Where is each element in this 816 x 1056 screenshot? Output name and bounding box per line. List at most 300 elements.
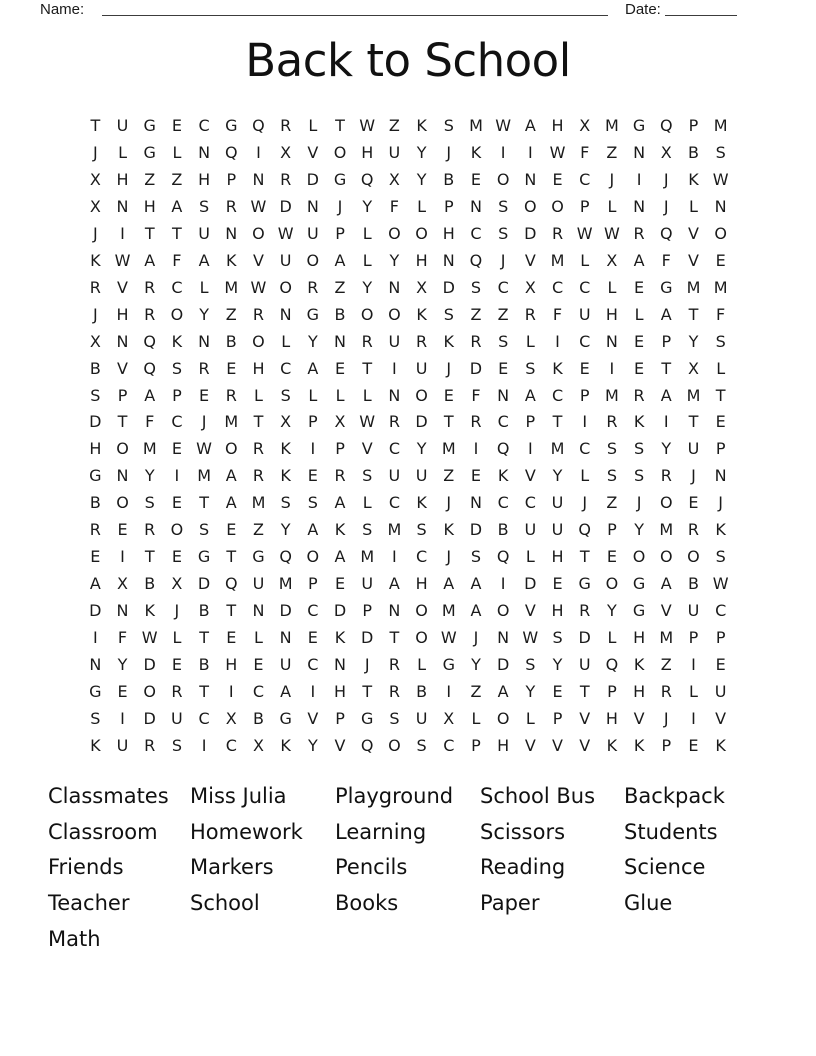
grid-letter-r9c18: I (555, 331, 560, 351)
grid-letter-r2c8: X (280, 142, 292, 162)
grid-letter-r15c13: K (416, 493, 427, 513)
grid-letter-r1c11: W (359, 115, 376, 135)
grid-letter-r23c6: X (225, 708, 237, 728)
grid-letter-r24c11: Q (360, 735, 374, 755)
grid-letter-r21c12: R (388, 655, 400, 675)
grid-letter-r16c12: M (387, 520, 402, 540)
grid-letter-r18c14: A (443, 574, 455, 594)
grid-letter-r10c7: H (252, 358, 265, 378)
grid-letter-r15c24: J (718, 493, 724, 513)
grid-letter-r11c23: M (686, 385, 701, 405)
word-list-item: Science (624, 855, 706, 880)
grid-letter-r11c18: C (551, 385, 564, 405)
grid-letter-r23c18: P (552, 708, 563, 728)
grid-letter-r3c24: W (712, 169, 729, 189)
grid-letter-r2c21: N (633, 142, 646, 162)
grid-letter-r12c17: P (525, 412, 536, 432)
grid-letter-r22c21: H (633, 681, 646, 701)
grid-letter-r24c3: R (144, 735, 156, 755)
grid-letter-r13c13: Y (416, 439, 427, 459)
grid-letter-r14c9: E (307, 466, 318, 486)
grid-letter-r10c22: T (661, 358, 672, 378)
grid-letter-r10c20: I (609, 358, 615, 378)
grid-letter-r10c10: E (334, 358, 346, 378)
grid-letter-r18c1: A (89, 574, 101, 594)
grid-letter-r6c15: Q (469, 250, 483, 270)
grid-letter-r12c24: E (715, 412, 726, 432)
grid-letter-r18c4: X (171, 574, 183, 594)
grid-letter-r11c8: S (280, 385, 291, 405)
grid-letter-r12c20: R (606, 412, 618, 432)
grid-letter-r20c15: J (473, 628, 479, 648)
grid-letter-r6c18: M (550, 250, 565, 270)
grid-letter-r3c4: Z (171, 169, 183, 189)
grid-letter-r16c2: E (117, 520, 128, 540)
grid-letter-r10c11: T (362, 358, 373, 378)
grid-letter-r4c1: X (89, 196, 101, 216)
grid-letter-r8c21: L (634, 304, 644, 324)
grid-letter-r17c12: I (392, 547, 397, 567)
grid-letter-r12c8: X (280, 412, 292, 432)
grid-letter-r2c7: I (256, 142, 261, 162)
word-list-column-4 (480, 779, 624, 922)
grid-letter-r20c9: E (307, 628, 318, 648)
grid-letter-r22c18: E (552, 681, 563, 701)
grid-letter-r2c15: K (470, 142, 482, 162)
grid-letter-r21c22: Z (660, 655, 672, 675)
grid-letter-r16c11: S (362, 520, 373, 540)
grid-letter-r18c13: H (415, 574, 428, 594)
grid-letter-r2c3: G (143, 142, 156, 162)
grid-letter-r9c7: O (252, 331, 265, 351)
grid-letter-r13c4: E (171, 439, 182, 459)
grid-letter-r3c3: Z (144, 169, 156, 189)
grid-letter-r7c13: X (416, 277, 428, 297)
grid-letter-r5c3: T (144, 223, 155, 243)
grid-letter-r5c10: P (335, 223, 345, 243)
grid-letter-r12c18: T (552, 412, 563, 432)
grid-letter-r14c2: N (116, 466, 129, 486)
grid-letter-r2c19: F (580, 142, 590, 162)
grid-letter-r22c8: A (280, 681, 292, 701)
grid-letter-r8c20: H (605, 304, 618, 324)
grid-letter-r15c2: O (116, 493, 129, 513)
grid-letter-r13c14: M (441, 439, 456, 459)
grid-letter-r9c6: B (225, 331, 237, 351)
grid-letter-r11c1: S (90, 385, 101, 405)
grid-letter-r17c24: S (715, 547, 726, 567)
grid-letter-r10c16: E (498, 358, 509, 378)
grid-letter-r23c14: X (443, 708, 455, 728)
grid-letter-r21c9: C (307, 655, 319, 675)
word-list-item: Books (335, 891, 399, 916)
grid-letter-r16c21: Y (634, 520, 644, 540)
grid-letter-r24c22: P (661, 735, 672, 755)
grid-letter-r2c11: H (361, 142, 374, 162)
grid-letter-r5c18: R (551, 223, 564, 243)
grid-letter-r11c6: R (225, 385, 237, 405)
grid-letter-r13c8: K (280, 439, 291, 459)
grid-letter-r5c4: T (172, 223, 182, 243)
grid-letter-r19c18: H (551, 601, 564, 621)
grid-letter-r21c6: H (225, 655, 238, 675)
grid-letter-r10c21: E (634, 358, 645, 378)
grid-letter-r7c14: D (442, 277, 455, 297)
grid-letter-r12c19: I (582, 412, 588, 432)
grid-letter-r1c1: T (90, 115, 101, 135)
word-search-grid (82, 112, 735, 759)
grid-letter-r22c13: B (416, 681, 428, 701)
grid-letter-r9c10: N (334, 331, 347, 351)
grid-letter-r21c17: S (525, 655, 536, 675)
grid-letter-r18c2: X (117, 574, 129, 594)
grid-letter-r1c17: A (524, 115, 536, 135)
grid-letter-r4c18: O (551, 196, 564, 216)
grid-letter-r7c4: C (171, 277, 183, 297)
grid-letter-r12c15: R (470, 412, 482, 432)
grid-letter-r13c5: W (196, 439, 212, 459)
word-list-item: Pencils (335, 855, 408, 880)
grid-letter-r8c2: H (116, 304, 129, 324)
grid-letter-r21c20: Q (605, 655, 619, 675)
grid-letter-r10c12: I (392, 358, 397, 378)
grid-letter-r15c23: E (688, 493, 699, 513)
grid-letter-r24c7: X (252, 735, 264, 755)
grid-letter-r14c5: M (197, 466, 211, 486)
grid-letter-r20c13: O (415, 628, 428, 648)
grid-letter-r14c21: S (634, 466, 645, 486)
grid-letter-r19c9: C (307, 601, 319, 621)
grid-letter-r14c6: A (225, 466, 237, 486)
grid-letter-r22c14: I (446, 681, 452, 701)
grid-letter-r7c12: N (388, 277, 401, 297)
word-list-item: Learning (335, 819, 427, 844)
grid-letter-r16c4: O (170, 520, 184, 540)
worksheet-header (40, 0, 776, 20)
grid-letter-r16c7: Z (252, 520, 264, 540)
grid-letter-r21c5: B (198, 655, 210, 675)
grid-letter-r14c23: J (691, 466, 696, 486)
grid-letter-r20c8: N (279, 628, 292, 648)
grid-letter-r21c13: L (417, 655, 427, 675)
grid-letter-r3c22: J (663, 169, 669, 189)
grid-letter-r15c4: E (171, 493, 182, 513)
grid-letter-r9c4: K (171, 331, 183, 351)
grid-letter-r14c12: U (388, 466, 401, 486)
grid-letter-r4c13: L (417, 196, 427, 216)
grid-letter-r23c16: O (496, 708, 510, 728)
grid-letter-r15c19: J (582, 493, 588, 513)
grid-letter-r5c14: H (442, 223, 455, 243)
grid-letter-r13c21: S (634, 439, 645, 459)
word-list-item: Reading (480, 855, 566, 880)
grid-letter-r6c12: Y (389, 250, 400, 270)
grid-letter-r9c3: Q (143, 331, 157, 351)
grid-letter-r23c12: S (389, 708, 400, 728)
grid-letter-r20c17: W (522, 628, 539, 648)
grid-letter-r18c11: U (361, 574, 374, 594)
grid-letter-r6c23: V (687, 250, 699, 270)
grid-letter-r13c22: Y (661, 439, 672, 459)
grid-letter-r24c8: K (280, 735, 291, 755)
grid-letter-r2c10: O (333, 142, 347, 162)
grid-letter-r16c10: K (334, 520, 346, 540)
grid-letter-r6c24: E (715, 250, 726, 270)
grid-letter-r22c4: R (171, 681, 183, 701)
grid-letter-r10c23: X (687, 358, 699, 378)
grid-letter-r21c1: N (89, 655, 102, 675)
grid-letter-r14c4: I (174, 466, 180, 486)
grid-letter-r8c12: O (388, 304, 401, 324)
grid-letter-r13c3: M (142, 439, 157, 459)
grid-letter-r11c2: P (117, 385, 128, 405)
grid-letter-r5c5: U (198, 223, 210, 243)
grid-letter-r3c11: Q (360, 169, 374, 189)
grid-letter-r10c17: S (525, 358, 536, 378)
grid-letter-r19c11: P (362, 601, 373, 621)
grid-letter-r1c13: K (416, 115, 427, 135)
grid-letter-r3c20: J (609, 169, 615, 189)
grid-letter-r7c21: E (634, 277, 645, 297)
grid-letter-r6c16: J (500, 250, 506, 270)
grid-letter-r19c12: N (388, 601, 401, 621)
grid-letter-r18c23: B (687, 574, 699, 594)
grid-letter-r19c1: D (89, 601, 102, 621)
grid-letter-r8c22: A (660, 304, 672, 324)
grid-letter-r1c7: Q (252, 115, 265, 135)
grid-letter-r2c20: Z (606, 142, 618, 162)
grid-letter-r14c20: S (606, 466, 617, 486)
grid-letter-r15c1: B (89, 493, 101, 513)
grid-letter-r22c15: Z (470, 681, 482, 701)
grid-letter-r1c22: Q (659, 115, 673, 135)
grid-letter-r11c7: L (254, 385, 263, 405)
grid-letter-r15c10: A (334, 493, 346, 513)
grid-letter-r23c8: G (279, 708, 292, 728)
grid-letter-r7c23: M (686, 277, 701, 297)
grid-letter-r6c5: A (198, 250, 210, 270)
grid-letter-r20c23: P (688, 628, 699, 648)
grid-letter-r6c19: L (580, 250, 590, 270)
grid-letter-r4c24: N (714, 196, 727, 216)
grid-letter-r4c23: L (689, 196, 698, 216)
grid-letter-r15c22: O (659, 493, 673, 513)
grid-letter-r8c8: N (279, 304, 292, 324)
grid-letter-r23c4: U (171, 708, 183, 728)
grid-letter-r24c24: K (715, 735, 726, 755)
grid-letter-r7c11: Y (362, 277, 373, 297)
grid-letter-r5c11: L (362, 223, 372, 243)
grid-letter-r7c6: M (224, 277, 239, 297)
grid-letter-r1c6: G (225, 115, 238, 135)
name-label: Name: (40, 1, 85, 18)
grid-letter-r24c15: P (471, 735, 481, 755)
grid-letter-r20c2: F (117, 628, 128, 648)
grid-letter-r24c17: V (524, 735, 536, 755)
grid-letter-r23c17: L (525, 708, 535, 728)
grid-letter-r19c7: N (252, 601, 265, 621)
grid-letter-r19c19: R (579, 601, 591, 621)
grid-letter-r13c6: O (224, 439, 238, 459)
grid-letter-r24c14: C (443, 735, 455, 755)
grid-letter-r7c24: M (713, 277, 728, 297)
grid-letter-r4c7: W (250, 196, 267, 216)
grid-letter-r10c1: B (89, 358, 101, 378)
grid-letter-r5c24: O (714, 223, 727, 243)
grid-letter-r18c12: A (388, 574, 400, 594)
grid-letter-r24c10: V (334, 735, 346, 755)
grid-letter-r6c10: A (334, 250, 346, 270)
grid-letter-r2c16: I (500, 142, 506, 162)
grid-letter-r16c15: D (469, 520, 483, 540)
grid-letter-r17c10: A (334, 547, 346, 567)
grid-letter-r5c23: V (687, 223, 699, 243)
grid-letter-r23c5: C (198, 708, 210, 728)
word-list (48, 779, 816, 958)
grid-letter-r22c1: G (89, 681, 102, 701)
grid-letter-r22c2: E (117, 681, 128, 701)
grid-letter-r14c14: Z (443, 466, 455, 486)
grid-letter-r1c3: G (143, 115, 156, 135)
grid-letter-r8c3: R (144, 304, 156, 324)
grid-letter-r2c18: W (549, 142, 566, 162)
grid-letter-r20c3: W (141, 628, 158, 648)
grid-letter-r9c8: L (281, 331, 291, 351)
grid-letter-r9c21: E (634, 331, 645, 351)
grid-letter-r22c11: T (362, 681, 373, 701)
grid-letter-r20c19: D (578, 628, 591, 648)
grid-letter-r2c22: X (660, 142, 672, 162)
grid-letter-r19c21: G (632, 601, 646, 621)
grid-letter-r20c11: D (361, 628, 374, 648)
grid-letter-r23c2: I (120, 708, 125, 728)
grid-letter-r24c12: O (388, 735, 401, 755)
grid-letter-r4c17: O (524, 196, 537, 216)
word-list-item: Playground (335, 784, 454, 808)
grid-letter-r24c6: C (225, 735, 237, 755)
grid-letter-r8c24: F (716, 304, 726, 324)
grid-letter-r3c15: E (470, 169, 482, 189)
grid-letter-r13c11: V (361, 439, 373, 459)
grid-letter-r2c1: J (92, 142, 98, 162)
grid-letter-r1c14: S (443, 115, 454, 135)
grid-letter-r16c8: Y (280, 520, 291, 540)
grid-letter-r23c13: U (415, 708, 428, 728)
grid-letter-r20c20: L (607, 628, 617, 648)
grid-letter-r7c2: V (117, 277, 128, 297)
grid-letter-r8c9: G (306, 304, 320, 324)
grid-letter-r23c9: V (307, 708, 319, 728)
grid-letter-r19c13: O (415, 601, 428, 621)
word-list-item: Paper (480, 891, 540, 916)
grid-letter-r8c1: J (92, 304, 98, 324)
word-list-item: Markers (190, 855, 274, 880)
grid-letter-r15c17: C (524, 493, 536, 513)
grid-letter-r17c7: G (252, 547, 265, 567)
grid-letter-r8c11: O (360, 304, 374, 324)
grid-letter-r12c12: R (388, 412, 400, 432)
grid-letter-r5c13: O (415, 223, 428, 243)
grid-letter-r10c2: V (117, 358, 128, 378)
grid-letter-r22c23: L (689, 681, 698, 701)
grid-letter-r22c17: Y (525, 681, 536, 701)
grid-letter-r2c6: Q (224, 142, 238, 162)
grid-letter-r9c12: U (388, 331, 401, 351)
grid-letter-r4c14: P (443, 196, 454, 216)
grid-letter-r21c2: Y (117, 655, 128, 675)
grid-letter-r15c8: S (280, 493, 291, 513)
grid-letter-r14c1: G (89, 466, 102, 486)
grid-letter-r17c16: Q (496, 547, 510, 567)
grid-letter-r21c4: E (171, 655, 182, 675)
grid-letter-r4c3: H (143, 196, 156, 216)
grid-letter-r14c16: K (497, 466, 509, 486)
grid-letter-r11c16: N (497, 385, 510, 405)
grid-letter-r8c7: R (252, 304, 265, 324)
grid-letter-r4c21: N (633, 196, 646, 216)
grid-letter-r8c15: Z (470, 304, 482, 324)
grid-letter-r14c19: L (580, 466, 590, 486)
grid-letter-r16c1: R (89, 520, 101, 540)
grid-letter-r19c22: V (660, 601, 672, 621)
grid-letter-r13c10: P (335, 439, 345, 459)
grid-letter-r22c3: O (143, 681, 157, 701)
grid-letter-r7c17: X (524, 277, 536, 297)
grid-letter-r21c18: Y (552, 655, 563, 675)
grid-letter-r13c16: Q (496, 439, 510, 459)
grid-letter-r3c6: P (226, 169, 237, 189)
grid-letter-r24c21: K (633, 735, 645, 755)
grid-letter-r9c22: P (661, 331, 672, 351)
grid-letter-r3c9: D (306, 169, 319, 189)
grid-letter-r3c19: C (579, 169, 591, 189)
grid-letter-r1c19: X (579, 115, 591, 135)
word-list-item: Backpack (624, 784, 725, 808)
grid-letter-r22c7: C (252, 681, 265, 701)
grid-letter-r11c5: E (199, 385, 210, 405)
grid-letter-r3c13: Y (416, 169, 427, 189)
grid-letter-r4c10: J (337, 196, 343, 216)
word-list-item: Classroom (48, 819, 158, 844)
grid-letter-r23c24: V (715, 708, 727, 728)
grid-letter-r12c16: C (497, 412, 509, 432)
grid-letter-r3c7: N (252, 169, 265, 189)
word-list-item: Teacher (48, 891, 130, 916)
word-list-column-5 (624, 779, 814, 922)
grid-letter-r9c9: Y (307, 331, 318, 351)
grid-letter-r17c15: S (470, 547, 482, 567)
grid-letter-r6c2: W (114, 250, 131, 270)
grid-letter-r10c13: U (415, 358, 428, 378)
grid-letter-r13c23: U (687, 439, 700, 459)
grid-letter-r3c8: R (280, 169, 292, 189)
grid-letter-r14c8: K (280, 466, 291, 486)
grid-letter-r22c6: I (228, 681, 234, 701)
grid-letter-r16c24: K (715, 520, 726, 540)
grid-letter-r12c10: X (334, 412, 346, 432)
grid-letter-r20c10: K (334, 628, 346, 648)
grid-letter-r18c22: A (660, 574, 672, 594)
grid-letter-r17c22: O (659, 547, 673, 567)
grid-letter-r1c18: H (551, 115, 564, 135)
grid-letter-r19c15: A (470, 601, 482, 621)
grid-letter-r12c21: K (633, 412, 645, 432)
grid-letter-r23c3: D (143, 708, 156, 728)
grid-letter-r1c9: L (308, 115, 318, 135)
grid-letter-r3c18: E (552, 169, 563, 189)
grid-letter-r10c4: S (171, 358, 182, 378)
grid-letter-r3c1: X (89, 169, 101, 189)
